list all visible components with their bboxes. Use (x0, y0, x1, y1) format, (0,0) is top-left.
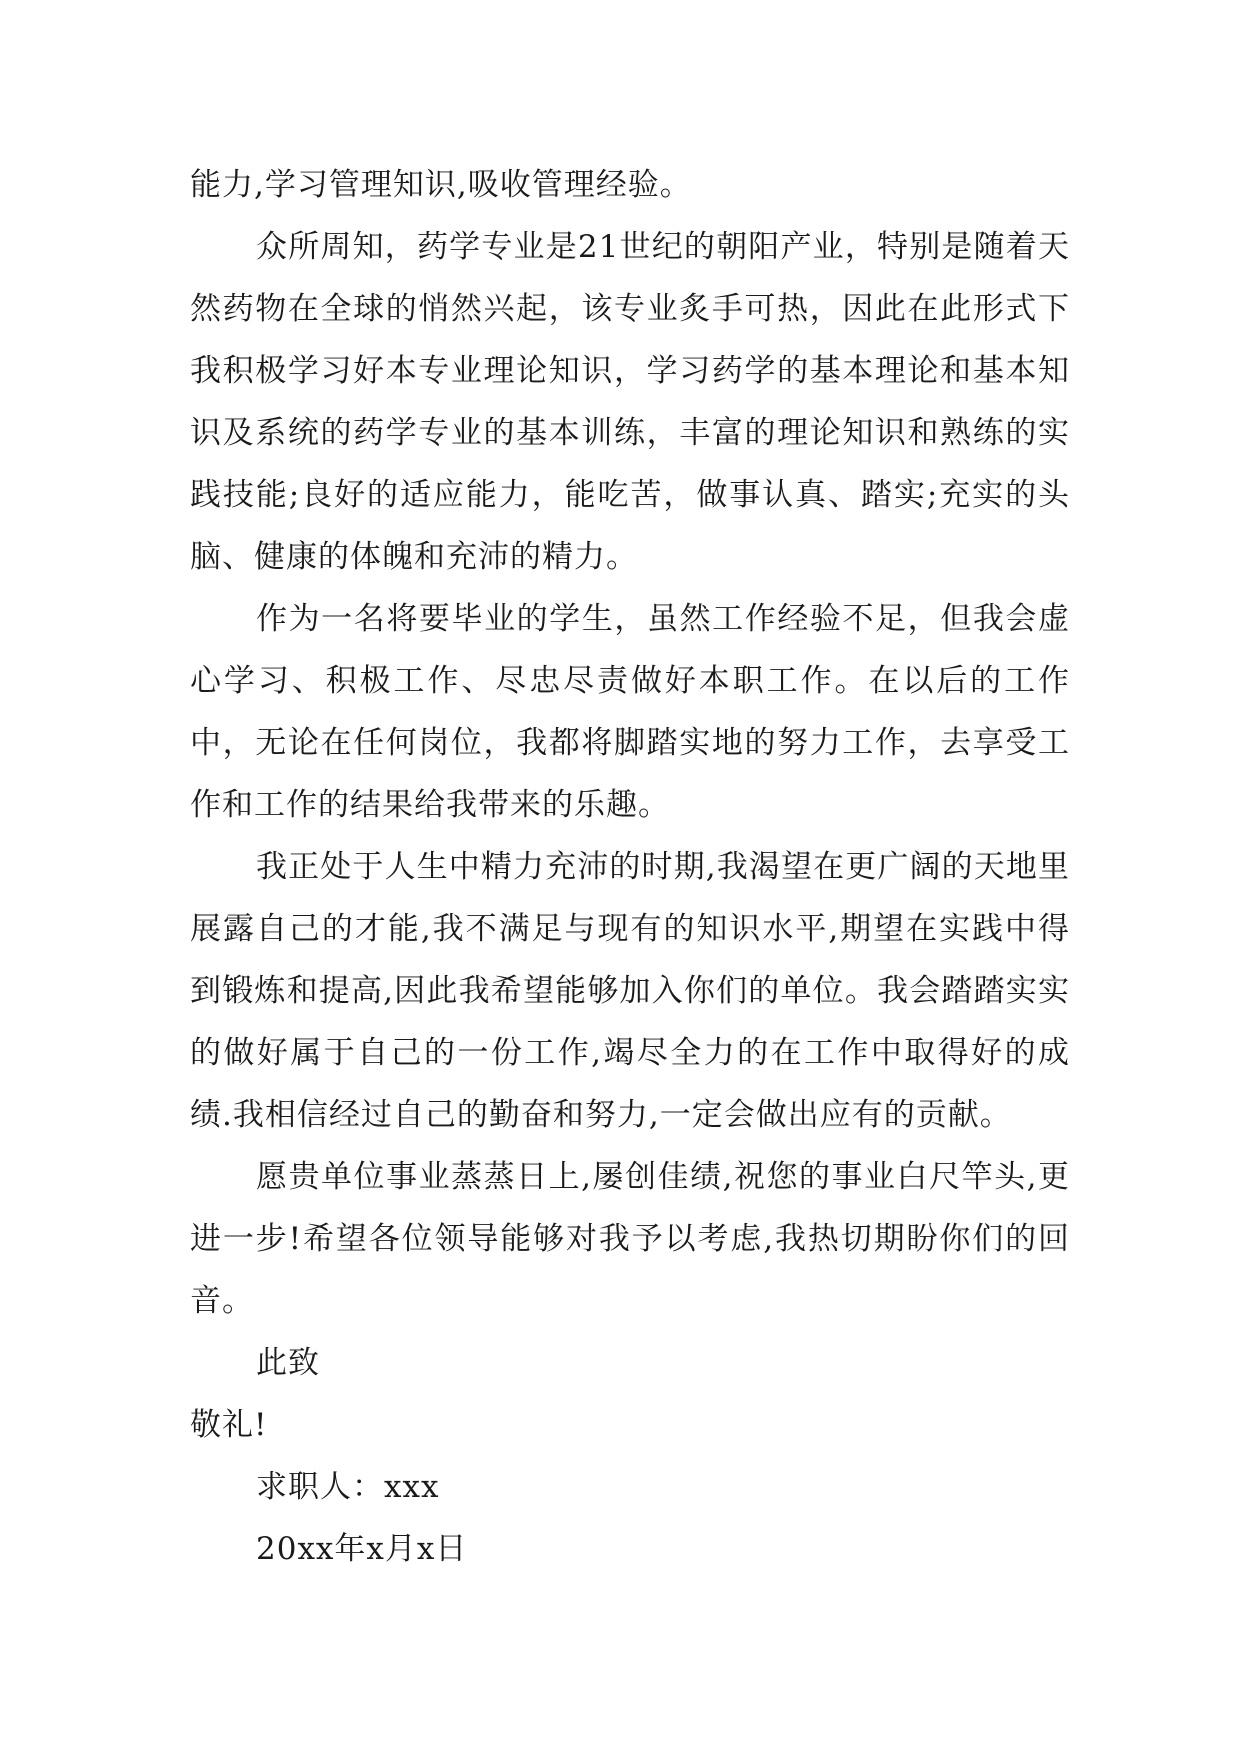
paragraph-aspiration: 我正处于人生中精力充沛的时期,我渴望在更广阔的天地里展露自己的才能,我不满足与现有的知识水平,期望在实践中得到锻炼和提高,因此我希望能够加入你们的单位。我会踏踏实实的做好属于自己的一份工作,竭尽全力的在工作中取得好的成绩.我相信经过自己的勤奋和努力,一定会做出应有的贡献。 (190, 849, 1070, 1133)
paragraph-major-introduction: 众所周知，药学专业是21世纪的朝阳产业，特别是随着天然药物在全球的悄然兴起，该专业炙手可热，因此在此形式下我积极学习好本专业理论知识，学习药学的基本理论和基本知识及系统的药学专业的基本训练，丰富的理论知识和熟练的实践技能;良好的适应能力，能吃苦，做事认真、踏实;充实的头脑、健康的体魄和充沛的精力。 (190, 229, 1070, 575)
paragraph-wishes: 愿贵单位事业蒸蒸日上,屡创佳绩,祝您的事业白尺竿头,更进一步!希望各位领导能够对我予以考虑,我热切期盼你们的回音。 (190, 1159, 1070, 1319)
paragraph-continuation: 能力,学习管理知识,吸收管理经验。 (190, 167, 692, 203)
closing-salutation: 此致 (256, 1345, 320, 1381)
closing-regards: 敬礼! (190, 1407, 268, 1443)
letter-date: 20xx年x月x日 (256, 1531, 468, 1567)
paragraph-work-attitude: 作为一名将要毕业的学生，虽然工作经验不足，但我会虚心学习、积极工作、尽忠尽责做好本职工作。在以后的工作中，无论在任何岗位，我都将脚踏实地的努力工作，去享受工作和工作的结果给我带来的乐趣。 (190, 601, 1070, 823)
applicant-signature: 求职人：xxx (256, 1469, 440, 1505)
letter-body (190, 154, 1070, 1580)
